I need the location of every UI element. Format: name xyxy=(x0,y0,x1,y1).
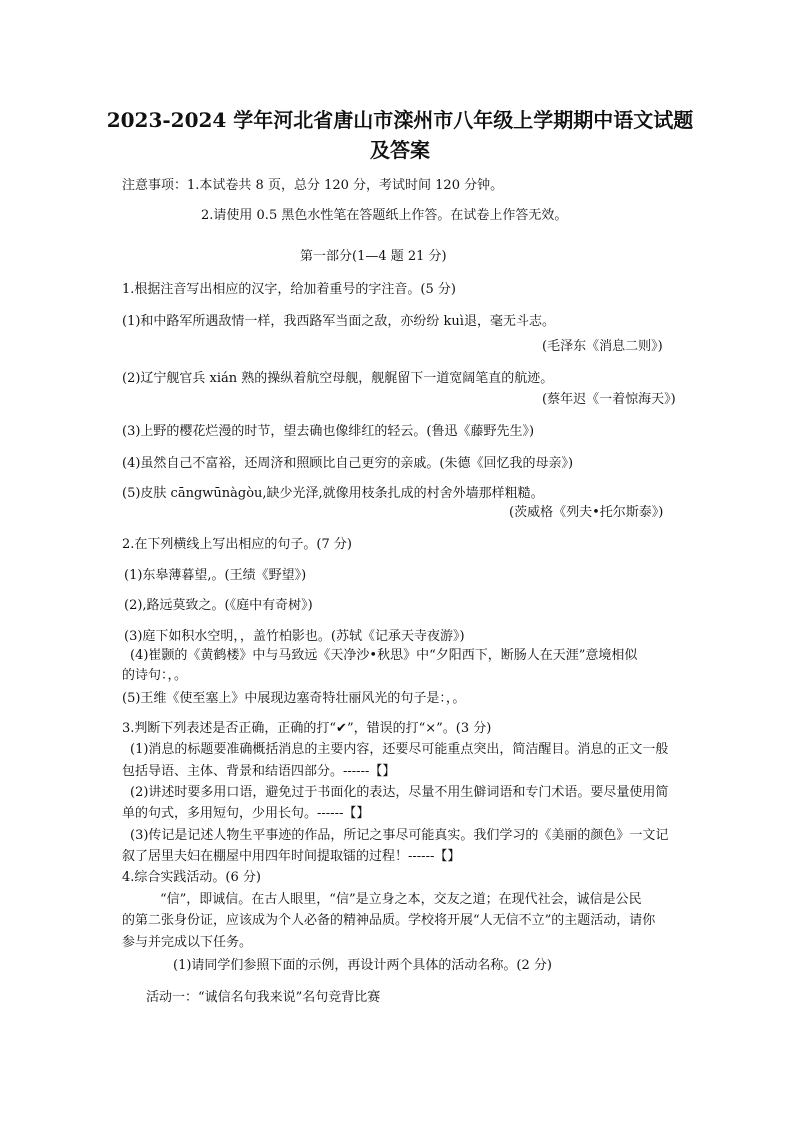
q4-subquestion-1: (1)请同学们参照下面的示例，再设计两个具体的活动名称。(2 分) xyxy=(173,958,552,973)
q1-item4: (4)虽然自己不富裕，还周济和照顾比自己更穷的亲戚。(朱德《回忆我的母亲》) xyxy=(122,456,574,471)
q4-stem: 4.综合实践活动。(6 分) xyxy=(122,870,261,885)
q2-item1: (1)东皋薄暮望,。(王绩《野望》) xyxy=(124,568,307,583)
q2-stem: 2.在下列横线上写出相应的句子。(7 分) xyxy=(122,537,352,552)
notice-2: 2.请使用 0.5 黑色水性笔在答题纸上作答。在试卷上作答无效。 xyxy=(201,208,568,223)
q1-item1: (1)和中路军所遇敌情一样，我西路军当面之敌，亦纷纷 kuì退，毫无斗志。 xyxy=(122,314,555,329)
q2-item5: (5)王维《使至塞上》中展现边塞奇特壮丽风光的句子是：，。 xyxy=(122,691,466,706)
q3-item1-line1: (1)消息的标题要准确概括消息的主要内容，还要尽可能重点突出，简洁醒目。消息的正文一般 xyxy=(130,742,669,757)
q1-stem: 1.根据注音写出相应的汉字，给加着重号的字注音。(5 分) xyxy=(122,282,456,297)
q3-item2-line1: (2)讲述时要多用口语，避免过于书面化的表达，尽量不用生僻词语和专门术语。要尽量使用简 xyxy=(130,785,669,800)
q2-item2: (2),路远莫致之。(《庭中有奇树》) xyxy=(124,598,313,613)
q3-item1-line2: 包括导语、主体、背景和结语四部分。------【】 xyxy=(122,764,396,779)
q1-item1-source: (毛泽东《消息二则》) xyxy=(542,339,663,354)
page-title-line2: 及答案 xyxy=(370,138,430,162)
q4-example: 活动一：“诚信名句我来说”名句竞背比赛 xyxy=(146,990,381,1005)
q1-item5: (5)皮肤 cāngwūnàgòu,缺少光泽,就像用枝条扎成的村舍外墙那样粗糙。 xyxy=(122,486,544,501)
q2-item3: (3)庭下如积水空明，，盖竹柏影也。(苏轼《记承天寺夜游》) xyxy=(124,629,465,644)
q2-item4-line2: 的诗句：，。 xyxy=(122,668,188,683)
q1-item2-source: (蔡年迟《一着惊海天》) xyxy=(542,392,676,407)
q4-paragraph-line2: 的第二张身份证，应该成为个人必备的精神品质。学校将开展“人无信不立”的主题活动，请你 xyxy=(122,913,656,928)
q3-item3-line1: (3)传记是记述人物生平事迹的作品，所记之事尽可能真实。我们学习的《美丽的颜色》一文记 xyxy=(130,828,669,843)
q3-item2-line2: 单的句式，多用短句，少用长句。------【】 xyxy=(122,806,370,821)
q3-stem: 3.判断下列表述是否正确，正确的打“✔”，错误的打“×”。(3 分) xyxy=(122,721,492,736)
q1-item2: (2)辽宁舰官兵 xián 熟的操纵着航空母舰，舰艉留下一道宽阔笔直的航迹。 xyxy=(122,371,554,386)
notice-1: 注意事项：1.本试卷共 8 页，总分 120 分，考试时间 120 分钟。 xyxy=(122,178,504,193)
q1-item5-source: (茨威格《列夫•托尔斯泰》) xyxy=(509,505,664,520)
part-heading: 第一部分(1—4 题 21 分) xyxy=(300,249,447,264)
q4-paragraph-line3: 参与并完成以下任务。 xyxy=(122,935,253,950)
page-title-line1: 2023-2024 学年河北省唐山市滦州市八年级上学期期中语文试题 xyxy=(106,108,694,132)
q2-item4-line1: (4)崔颢的《黄鹤楼》中与马致远《天净沙•秋思》中“夕阳西下，断肠人在天涯”意境相似 xyxy=(130,648,638,663)
q1-item3: (3)上野的樱花烂漫的时节，望去确也像绯红的轻云。(鲁迅《藤野先生》) xyxy=(122,424,535,439)
q4-paragraph-line1: “信”，即诚信。在古人眼里，“信”是立身之本，交友之道；在现代社会，诚信是公民 xyxy=(160,892,642,907)
q3-item3-line2: 叙了居里夫妇在棚屋中用四年时间提取镭的过程！------【】 xyxy=(122,849,461,864)
